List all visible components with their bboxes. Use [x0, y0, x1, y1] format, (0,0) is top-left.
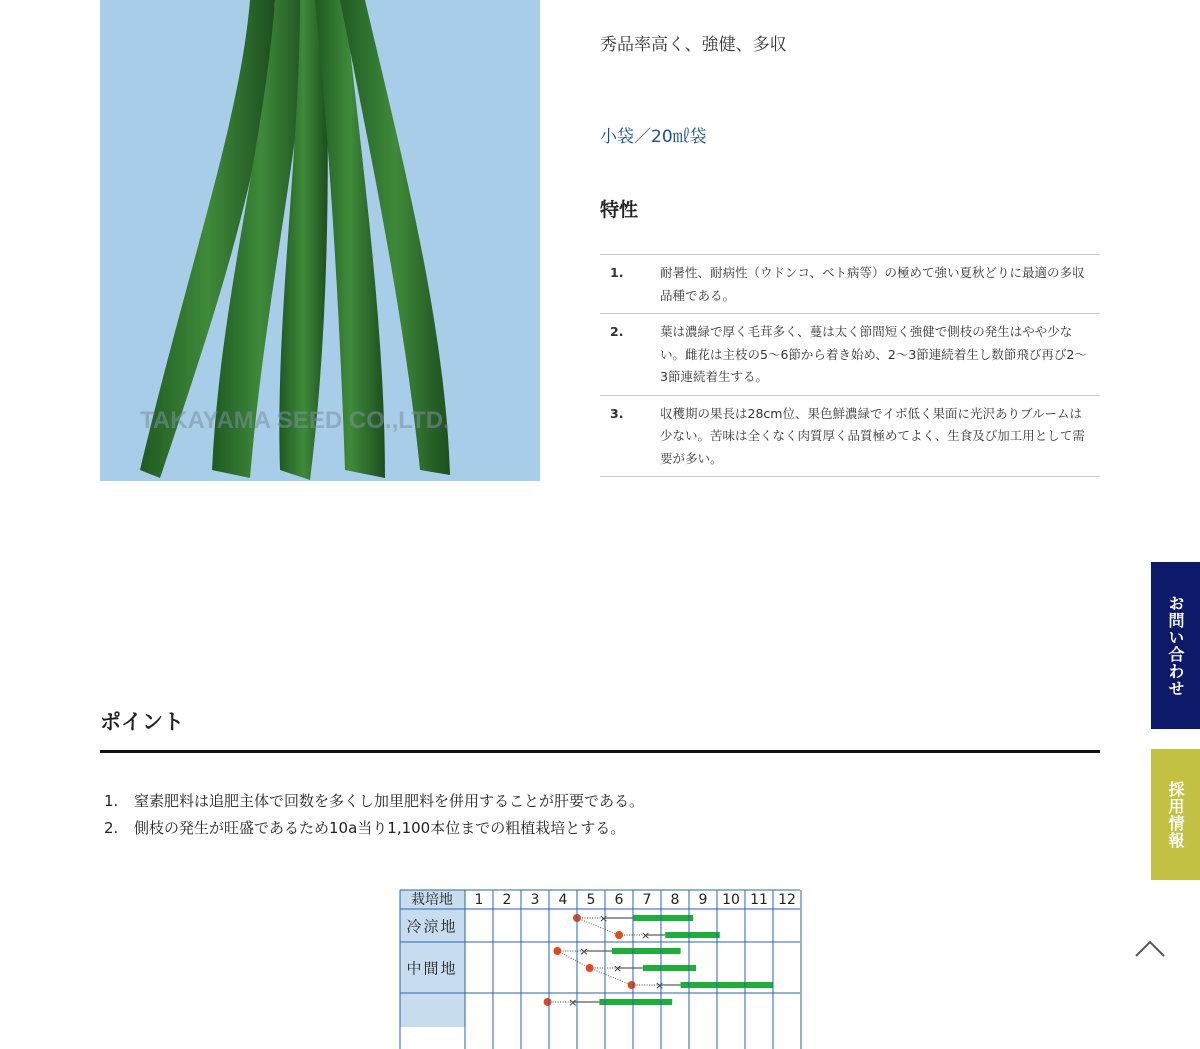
sowing-dot	[586, 964, 594, 972]
feature-number: 1.	[610, 265, 624, 280]
contact-label: お問い合わせ	[1166, 594, 1185, 697]
calendar-month-label: 3	[530, 892, 540, 908]
catch-copy: 秀品率高く、強健、多収	[600, 35, 787, 55]
calendar-region-label: 冷涼地	[406, 917, 458, 936]
calendar-month-label: 4	[558, 892, 568, 908]
feature-item	[600, 396, 1100, 478]
harvest-bar	[633, 915, 693, 921]
features-title: 特性	[600, 199, 639, 221]
points-list	[104, 788, 644, 842]
feature-item	[600, 314, 1100, 396]
point-number: 1.	[104, 792, 119, 810]
cultivation-calendar	[399, 889, 803, 1049]
point-item	[104, 815, 644, 842]
chevron-up-icon	[1134, 936, 1166, 960]
harvest-bar	[681, 982, 773, 988]
harvest-bar	[665, 932, 720, 938]
calendar-header-label: 栽培地	[411, 892, 453, 908]
watermark: TAKAYAMA SEED CO.,LTD.	[140, 407, 450, 434]
points-title: ポイント	[100, 710, 184, 734]
cucumber-image	[100, 0, 540, 481]
calendar-month-label: 11	[750, 892, 768, 908]
contact-button[interactable]	[1151, 562, 1200, 729]
sowing-connector	[590, 968, 632, 985]
calendar-month-label: 12	[778, 892, 796, 908]
feature-text: 収穫期の果長は28cm位、果色鮮濃緑でイボ低く果面に光沢ありブルームは少ない。苦味は全くなく肉質厚く品質極めてよく、生食及び加工用として需要が多い。	[660, 405, 1085, 466]
calendar-month-label: 5	[586, 892, 596, 908]
point-text: 窒素肥料は追肥主体で回数を多くし加里肥料を併用することが肝要である。	[134, 792, 645, 810]
calendar-region-cell	[400, 993, 465, 1027]
calendar-month-label: 8	[670, 892, 680, 908]
calendar-month-label: 2	[502, 892, 512, 908]
planting-mark: ×	[612, 962, 623, 975]
feature-number: 3.	[610, 405, 624, 421]
back-to-top-button[interactable]	[1134, 936, 1166, 960]
point-number: 2.	[104, 819, 119, 837]
harvest-bar	[643, 965, 696, 971]
points-divider	[100, 750, 1100, 753]
feature-text: 耐暑性、耐病性（ウドンコ、ベト病等）の極めて強い夏秋どりに最適の多収品種である。	[660, 265, 1085, 303]
calendar-month-label: 7	[642, 892, 652, 908]
feature-text: 葉は濃緑で厚く毛茸多く、蔓は太く節間短く強健で側枝の発生はやや少ない。雌花は主枝の5〜6節から着き始め、2〜3節連続着生し数節飛び再び2〜3節連続着生する。	[660, 324, 1087, 384]
calendar-month-label: 9	[698, 892, 708, 908]
harvest-bar	[612, 948, 681, 954]
point-item	[104, 788, 644, 815]
product-photo	[100, 0, 540, 481]
calendar-region-label: 中間地	[406, 959, 458, 978]
planting-mark: ×	[568, 996, 578, 1009]
planting-mark: ×	[579, 945, 589, 958]
feature-item	[600, 255, 1100, 314]
feature-number: 2.	[610, 324, 624, 339]
package-size: 小袋／20㎖袋	[600, 127, 707, 147]
calendar-month-label: 10	[722, 892, 740, 908]
calendar-month-label: 1	[474, 892, 484, 908]
features-list	[600, 254, 1100, 477]
planting-mark: ×	[654, 979, 665, 992]
planting-mark: ×	[640, 929, 651, 942]
recruit-label: 採用情報	[1166, 780, 1185, 849]
recruit-button[interactable]	[1151, 749, 1200, 880]
planting-mark: ×	[598, 912, 609, 925]
sowing-dot	[544, 998, 552, 1006]
point-text: 側枝の発生が旺盛であるため10a当り1,100本位までの粗植栽培とする。	[134, 819, 626, 837]
calendar-month-label: 6	[614, 892, 624, 908]
